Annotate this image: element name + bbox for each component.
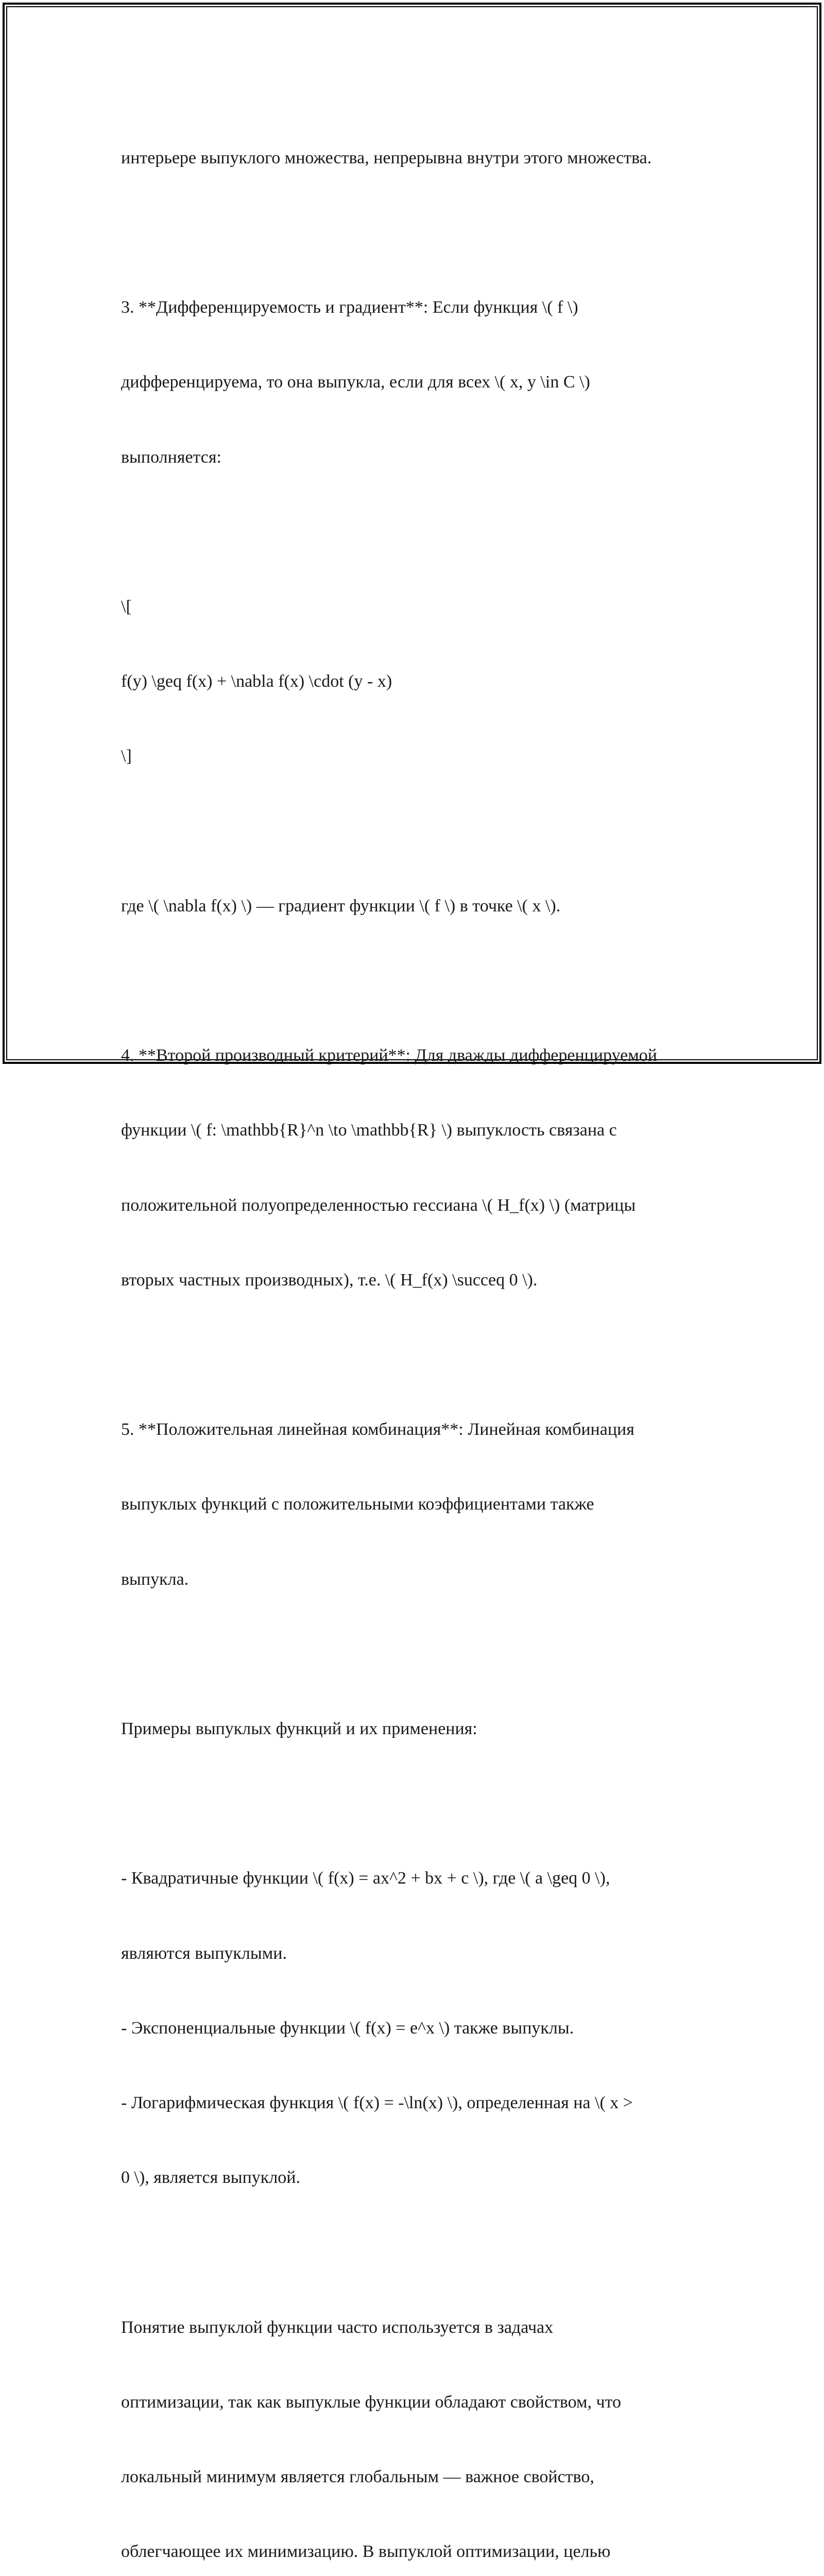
text-line: оптимизации, так как выпуклые функции обладают свойством, что <box>121 2392 622 2412</box>
text-line: интерьере выпуклого множества, непрерывна внутри этого множества. <box>121 148 652 167</box>
text-line <box>121 221 718 245</box>
text-line <box>121 1343 718 1367</box>
text-line: 5. **Положительная линейная комбинация**: Линейная комбинация <box>121 1420 634 1439</box>
text-line: Примеры выпуклых функций и их применения: <box>121 1719 477 1739</box>
text-line <box>121 819 718 844</box>
document-body <box>121 96 718 2576</box>
text-line: \[ <box>121 597 132 617</box>
text-line: 4. **Второй производный критерий**: Для дважды дифференцируемой <box>121 1046 657 1065</box>
text-line: 0 \), является выпуклой. <box>121 2168 300 2188</box>
text-line: положительной полуопределенностью гессиана \( H_f(x) \) (матрицы <box>121 1195 636 1215</box>
text-line <box>121 1791 718 1816</box>
text-line: выполняется: <box>121 447 221 467</box>
text-line: выпукла. <box>121 1569 189 1589</box>
text-line <box>121 969 718 993</box>
text-line: f(y) \geq f(x) + \nabla f(x) \cdot (y - x) <box>121 672 392 691</box>
text-line <box>121 2241 718 2265</box>
text-line: вторых частных производных), т.е. \( H_f(x) \succeq 0 \). <box>121 1270 538 1290</box>
text-line: функции \( f: \mathbb{R}^n \to \mathbb{R} \) выпуклость связана с <box>121 1121 617 1140</box>
text-line: 3. **Дифференцируемость и градиент**: Если функция \( f \) <box>121 298 578 317</box>
text-line: облегчающее их минимизацию. В выпуклой оптимизации, целью <box>121 2542 611 2562</box>
text-line: где \( \nabla f(x) \) — градиент функции \( f \) в точке \( x \). <box>121 896 561 916</box>
text-line <box>121 520 718 545</box>
text-line: - Логарифмическая функция \( f(x) = -\ln(x) \), определенная на \( x > <box>121 2093 633 2113</box>
text-line: являются выпуклыми. <box>121 1943 287 1963</box>
text-line <box>121 1642 718 1667</box>
text-line: выпуклых функций с положительными коэффициентами также <box>121 1495 594 1514</box>
text-line: дифференцируема, то она выпукла, если для всех \( x, y \in C \) <box>121 372 590 392</box>
text-line: \] <box>121 747 132 766</box>
text-line: - Квадратичные функции \( f(x) = ax^2 + bx + c \), где \( a \geq 0 \), <box>121 1869 610 1888</box>
text-line: локальный минимум является глобальным — важное свойство, <box>121 2467 594 2487</box>
text-line: Понятие выпуклой функции часто используется в задачах <box>121 2317 554 2337</box>
text-line: - Экспоненциальные функции \( f(x) = e^x \) также выпуклы. <box>121 2018 574 2038</box>
